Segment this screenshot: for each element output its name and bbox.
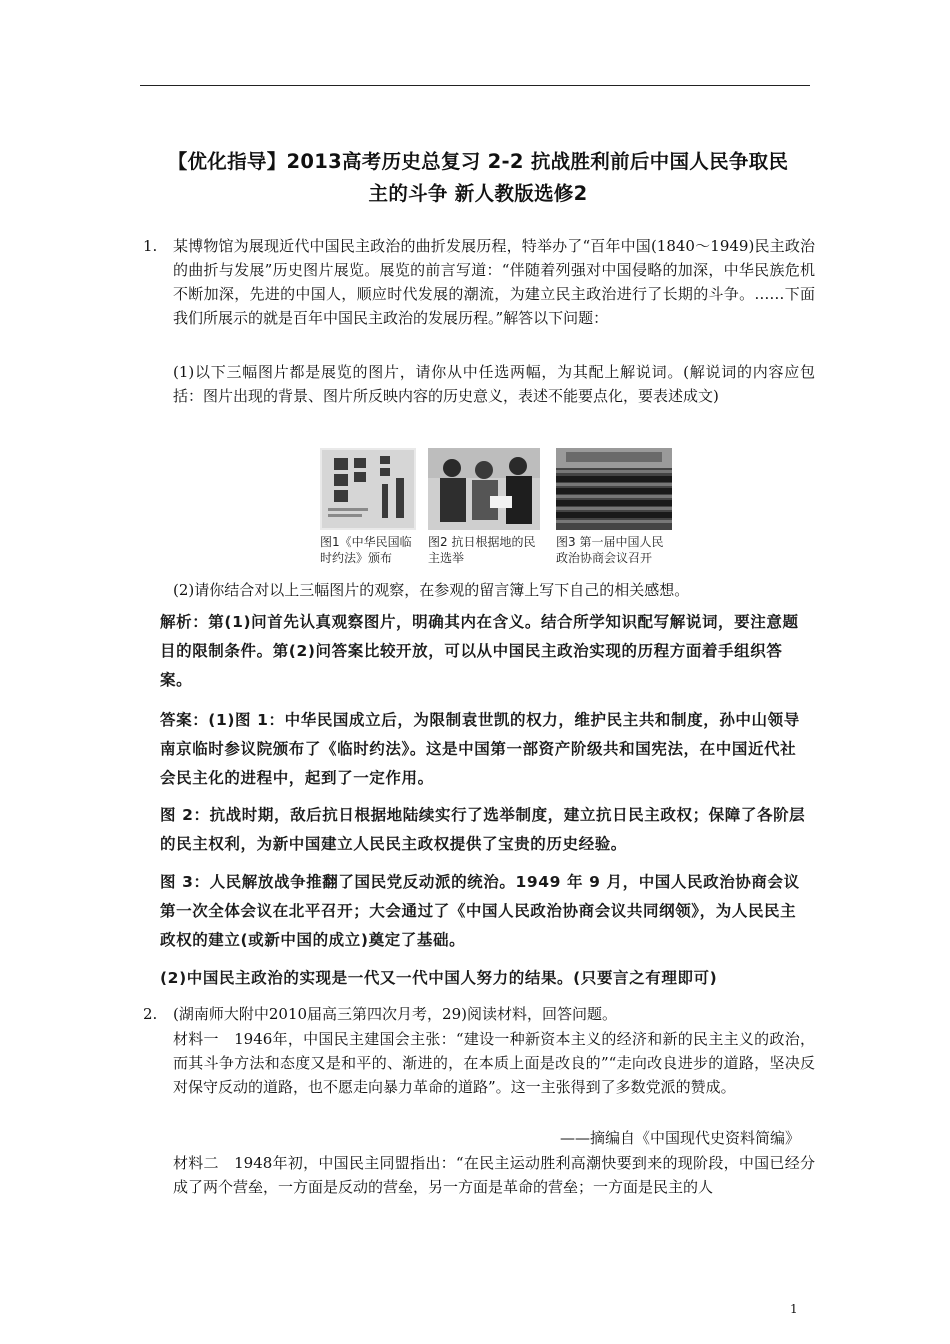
figure-1-caption: 图1《中华民国临时约法》颁布 xyxy=(320,535,412,565)
material-1: 材料一 1946年，中国民主建国会主张：“建设一种新资本主义的经济和新的民主主义的政治，而其斗争方法和态度又是和平的、渐进的，在本质上面是改良的”“走向改良进步的道路，坚决反对保守反动的道路，也不愿走向暴力革命的道路”。这一主张得到了多数党派的赞成。 xyxy=(173,1030,815,1096)
figure-2 xyxy=(428,448,540,566)
question-1-part-2: (2)请你结合对以上三幅图片的观察，在参观的留言簿上写下自己的相关感想。 xyxy=(173,581,690,599)
material-2: 材料二 1948年初，中国民主同盟指出：“在民主运动胜利高潮快要到来的现阶段，中国已经分成了两个营垒，一方面是反动的营垒，另一方面是革命的营垒；一方面是民主的人 xyxy=(173,1154,815,1196)
title-line-2: 主的斗争 新人教版选修2 xyxy=(368,182,588,205)
figure-3 xyxy=(556,448,672,566)
question-1-part-1: (1)以下三幅图片都是展览的图片，请你从中任选两幅，为其配上解说词。(解说词的内容应包括：图片出现的背景、图片所反映内容的历史意义，表述不能要点化，要表述成文) xyxy=(173,363,815,405)
answer-figure-3: 图 3：人民解放战争推翻了国民党反动派的统治。1949 年 9 月，中国人民政治协商会议第一次全体会议在北平召开；大会通过了《中国人民政治协商会议共同纲领》，为人民民主政权的建立(或新中国的成立)奠定了基础。 xyxy=(160,873,800,949)
title-line-1: 【优化指导】2013高考历史总复习 2-2 抗战胜利前后中国人民争取民 xyxy=(167,150,789,173)
header-rule xyxy=(140,85,810,86)
material-1-source: ——摘编自《中国现代史资料简编》 xyxy=(559,1129,800,1147)
figure-strip xyxy=(320,448,670,588)
answer-figure-1: 答案：(1)图 1：中华民国成立后，为限制袁世凯的权力，维护民主共和制度，孙中山领导南京临时参议院颁布了《临时约法》。这是中国第一部资产阶级共和国宪法，在中国近代社会民主化的进程中，起到了一定作用。 xyxy=(160,711,800,787)
question-2 xyxy=(143,1002,815,1026)
page-number: 1 xyxy=(790,1302,798,1316)
answer-figure-2: 图 2：抗战时期，敌后抗日根据地陆续实行了选举制度，建立抗日民主政权；保障了各阶层的民主权利，为新中国建立人民民主政权提供了宝贵的历史经验。 xyxy=(160,806,806,853)
answer-part-2: (2)中国民主政治的实现是一代又一代中国人努力的结果。(只要言之有理即可) xyxy=(160,969,718,987)
figure-2-caption: 图2 抗日根据地的民主选举 xyxy=(428,535,536,565)
question-2-stem: (湖南师大附中2010届高三第四次月考，29)阅读材料，回答问题。 xyxy=(173,1005,617,1023)
question-2-number: 2. xyxy=(143,1005,158,1023)
figure-1-image xyxy=(320,448,416,530)
document-title xyxy=(140,146,816,210)
figure-3-image xyxy=(556,448,672,530)
question-1-number: 1. xyxy=(143,237,158,255)
figure-2-image xyxy=(428,448,540,530)
question-1-stem: 某博物馆为展现近代中国民主政治的曲折发展历程，特举办了“百年中国(1840～1949)民主政治的曲折与发展”历史图片展览。展览的前言写道：“伴随着列强对中国侵略的加深，中华民族危机不断加深，先进的中国人，顺应时代发展的潮流，为建立民主政治进行了长期的斗争。……下面我们所展示的就是百年中国民主政治的发展历程。”解答以下问题： xyxy=(173,237,815,327)
figure-3-caption: 图3 第一届中国人民政治协商会议召开 xyxy=(556,535,664,565)
question-1 xyxy=(143,234,815,330)
analysis-text: 解析：第(1)问首先认真观察图片，明确其内在含义。结合所学知识配写解说词，要注意题目的限制条件。第(2)问答案比较开放，可以从中国民主政治实现的历程方面着手组织答案。 xyxy=(160,613,799,689)
figure-1 xyxy=(320,448,416,566)
